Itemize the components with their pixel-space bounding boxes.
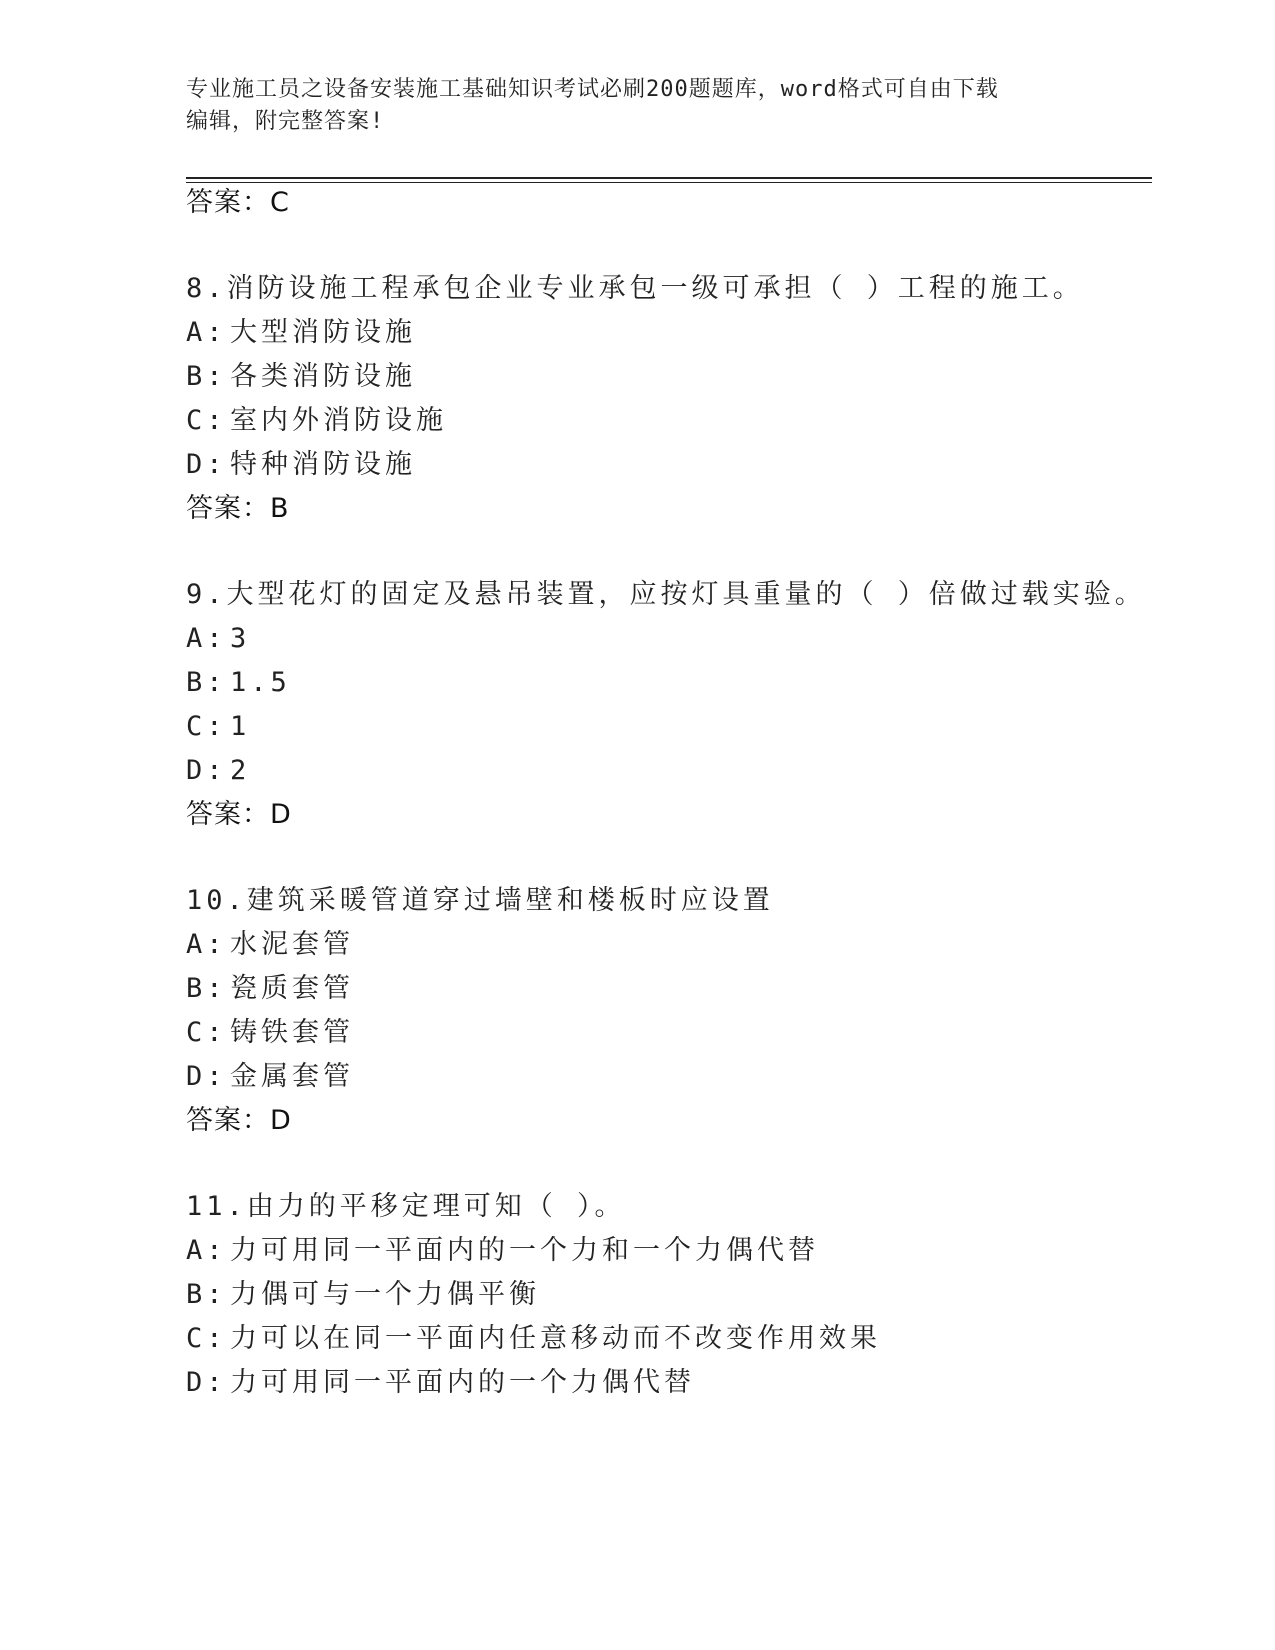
- question-10-stem: 10.建筑采暖管道穿过墙壁和楼板时应设置: [186, 885, 774, 916]
- option-text: 大型消防设施: [230, 317, 416, 348]
- option-letter: B:: [186, 1279, 227, 1310]
- option-text: 1: [230, 711, 251, 742]
- option-text: 瓷质套管: [230, 973, 354, 1004]
- question-11-option-b: [186, 1278, 540, 1312]
- option-text: 3: [230, 623, 251, 654]
- question-10-option-a: [186, 928, 354, 962]
- option-text: 力可用同一平面内的一个力偶代替: [230, 1367, 695, 1398]
- question-8-option-b: [186, 360, 416, 394]
- header-line-2: 编辑，附完整答案!: [186, 109, 385, 134]
- option-letter: B:: [186, 361, 227, 392]
- question-9-stem: 9.大型花灯的固定及悬吊装置，应按灯具重量的（ ）倍做过载实验。: [186, 579, 1146, 610]
- header-divider-thick: [186, 177, 1152, 179]
- question-8-option-a: [186, 316, 416, 350]
- question-9-option-b: [186, 666, 291, 700]
- option-text: 力可用同一平面内的一个力和一个力偶代替: [230, 1235, 819, 1266]
- option-letter: A:: [186, 317, 227, 348]
- question-9-option-c: [186, 710, 250, 744]
- option-letter: C:: [186, 711, 227, 742]
- question-11-option-c: [186, 1322, 881, 1356]
- option-text: 2: [230, 755, 251, 786]
- previous-answer: 答案：C: [186, 187, 290, 218]
- question-11-stem: 11.由力的平移定理可知（ ）。: [186, 1191, 626, 1222]
- question-10-option-c: [186, 1016, 354, 1050]
- option-letter: D:: [186, 755, 227, 786]
- option-text: 室内外消防设施: [230, 405, 447, 436]
- document-header: [186, 74, 1066, 138]
- question-8-answer: 答案：B: [186, 493, 290, 524]
- option-letter: D:: [186, 449, 227, 480]
- option-text: 各类消防设施: [230, 361, 416, 392]
- option-text: 铸铁套管: [230, 1017, 354, 1048]
- option-text: 金属套管: [230, 1061, 354, 1092]
- header-line-1: 专业施工员之设备安装施工基础知识考试必刷200题题库，word格式可自由下载: [186, 77, 999, 102]
- option-text: 1.5: [230, 667, 291, 698]
- header-divider-thin: [186, 182, 1152, 183]
- option-letter: C:: [186, 1323, 227, 1354]
- question-11-option-a: [186, 1234, 819, 1268]
- option-text: 水泥套管: [230, 929, 354, 960]
- option-text: 力偶可与一个力偶平衡: [230, 1279, 540, 1310]
- question-8-option-c: [186, 404, 447, 438]
- option-letter: D:: [186, 1367, 227, 1398]
- option-letter: A:: [186, 929, 227, 960]
- option-letter: C:: [186, 1017, 227, 1048]
- option-letter: A:: [186, 623, 227, 654]
- question-9-option-d: [186, 754, 250, 788]
- question-10-option-d: [186, 1060, 354, 1094]
- question-8-stem: 8.消防设施工程承包企业专业承包一级可承担（ ）工程的施工。: [186, 273, 1084, 304]
- question-9-answer: 答案：D: [186, 799, 292, 830]
- question-10-option-b: [186, 972, 354, 1006]
- option-letter: B:: [186, 973, 227, 1004]
- question-11-option-d: [186, 1366, 695, 1400]
- option-letter: C:: [186, 405, 227, 436]
- option-letter: A:: [186, 1235, 227, 1266]
- question-10-answer: 答案：D: [186, 1105, 292, 1136]
- option-letter: D:: [186, 1061, 227, 1092]
- option-text: 力可以在同一平面内任意移动而不改变作用效果: [230, 1323, 881, 1354]
- option-letter: B:: [186, 667, 227, 698]
- question-9-option-a: [186, 622, 250, 656]
- option-text: 特种消防设施: [230, 449, 416, 480]
- question-8-option-d: [186, 448, 416, 482]
